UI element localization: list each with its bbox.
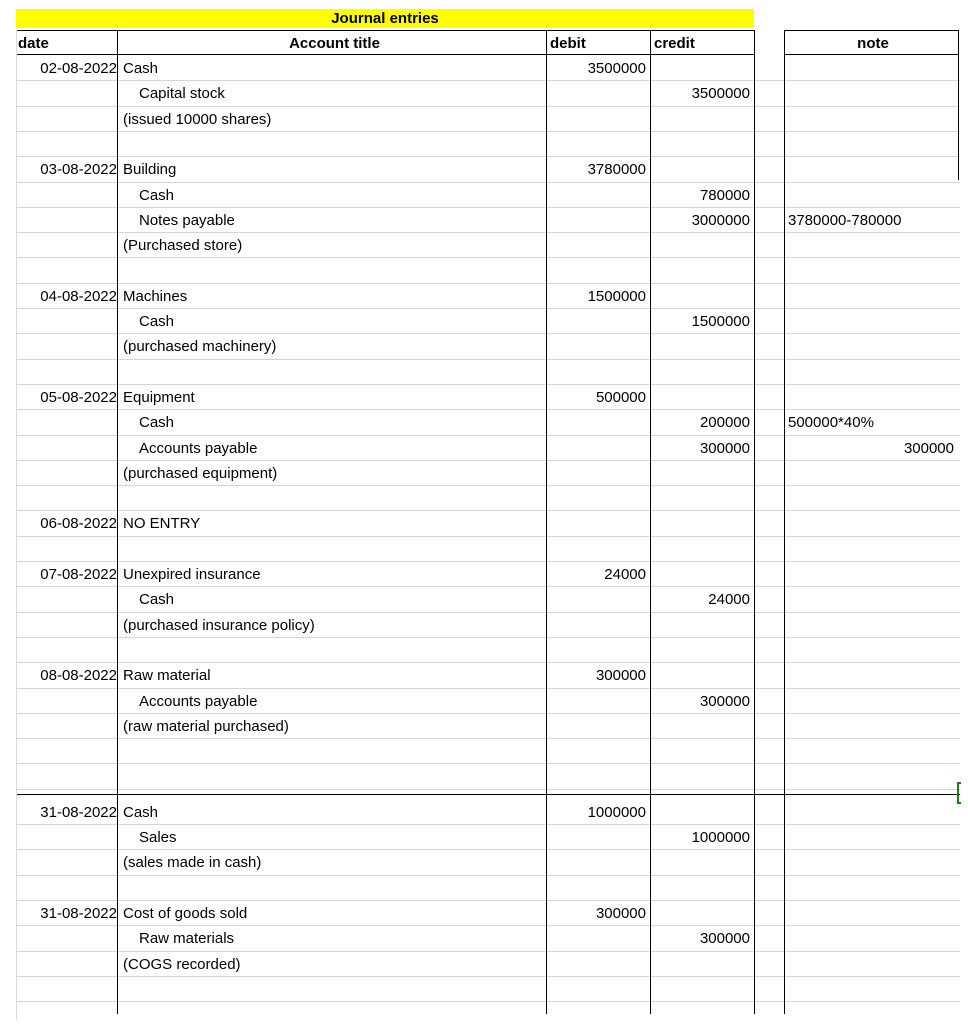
grid-line <box>16 384 960 385</box>
header-debit: debit <box>550 35 586 52</box>
grid-line <box>16 637 960 638</box>
date-cell[interactable]: 07-08-2022 <box>40 566 117 583</box>
debit-cell[interactable]: 300000 <box>595 904 646 922</box>
grid-line <box>117 30 118 1014</box>
debit-cell[interactable]: 3780000 <box>587 161 646 179</box>
account-title-cell[interactable]: Raw materials <box>139 930 235 948</box>
grid-line <box>16 794 960 795</box>
debit-cell[interactable]: 500000 <box>595 388 646 406</box>
grid-line <box>16 485 960 486</box>
grid-line <box>16 435 960 436</box>
header-date: date <box>18 35 49 52</box>
debit-cell[interactable]: 1000000 <box>587 803 646 821</box>
grid-line <box>958 30 959 180</box>
grid-line <box>16 207 960 208</box>
date-cell[interactable]: 05-08-2022 <box>40 388 117 406</box>
date-cell[interactable]: 04-08-2022 <box>40 287 117 305</box>
account-title-cell[interactable]: (purchased equipment) <box>123 464 278 482</box>
date-cell[interactable]: 31-08-2022 <box>40 904 117 922</box>
credit-cell[interactable]: 1500000 <box>691 313 750 330</box>
account-title-cell[interactable]: NO ENTRY <box>123 515 201 533</box>
account-title-cell[interactable]: Cash <box>139 591 175 609</box>
grid-line <box>16 738 960 739</box>
account-title-cell[interactable]: Machines <box>123 287 188 305</box>
grid-line <box>16 54 754 55</box>
grid-line <box>16 333 960 334</box>
note-cell[interactable]: 500000*40% <box>788 414 874 432</box>
active-cell-cursor[interactable] <box>957 782 961 804</box>
grid-line <box>784 30 958 31</box>
account-title-cell[interactable]: Sales <box>139 829 177 846</box>
account-title-cell[interactable]: (COGS recorded) <box>123 955 241 973</box>
credit-cell[interactable]: 300000 <box>699 439 750 457</box>
account-title-cell[interactable]: Cash <box>139 186 175 204</box>
account-title-cell[interactable]: Equipment <box>123 388 195 406</box>
grid-line <box>16 849 960 850</box>
credit-cell[interactable]: 3000000 <box>691 211 750 229</box>
account-title-cell[interactable]: Cash <box>139 414 175 432</box>
grid-line <box>16 789 960 790</box>
account-title-cell[interactable]: Building <box>123 161 177 179</box>
credit-cell[interactable]: 3500000 <box>691 85 750 103</box>
account-title-cell[interactable]: Cash <box>139 313 175 330</box>
credit-cell[interactable]: 24000 <box>708 591 750 609</box>
account-title-cell[interactable]: (issued 10000 shares) <box>123 110 272 128</box>
journal-title: Journal entries <box>16 9 754 28</box>
debit-cell[interactable]: 24000 <box>604 566 646 583</box>
grid-line <box>16 460 960 461</box>
grid-line <box>16 763 960 764</box>
grid-line <box>16 232 960 233</box>
grid-line <box>650 30 651 1014</box>
date-cell[interactable]: 31-08-2022 <box>40 803 117 821</box>
grid-line <box>16 612 960 613</box>
grid-line <box>16 80 960 81</box>
account-title-cell[interactable]: Capital stock <box>139 85 225 103</box>
grid-line <box>16 308 960 309</box>
credit-cell[interactable]: 300000 <box>699 930 750 948</box>
account-title-cell[interactable]: (sales made in cash) <box>123 854 262 872</box>
account-title-cell[interactable]: Cost of goods sold <box>123 904 248 922</box>
account-title-cell[interactable]: (raw material purchased) <box>123 717 289 735</box>
grid-line <box>16 561 960 562</box>
grid-line <box>16 925 960 926</box>
grid-line <box>16 156 960 157</box>
grid-line <box>16 951 960 952</box>
credit-cell[interactable]: 780000 <box>699 186 750 204</box>
header-account-title: Account title <box>289 35 380 52</box>
grid-line <box>16 900 960 901</box>
grid-line <box>16 875 960 876</box>
date-cell[interactable]: 08-08-2022 <box>40 667 117 685</box>
date-cell[interactable]: 06-08-2022 <box>40 515 117 533</box>
grid-line <box>16 824 960 825</box>
grid-line <box>546 30 547 1014</box>
grid-line <box>784 30 785 1014</box>
account-title-cell[interactable]: Unexpired insurance <box>123 566 261 583</box>
date-cell[interactable]: 03-08-2022 <box>40 161 117 179</box>
grid-line <box>16 536 960 537</box>
note-cell[interactable]: 300000 <box>903 439 954 457</box>
debit-cell[interactable]: 300000 <box>595 667 646 685</box>
account-title-cell[interactable]: Accounts payable <box>139 439 258 457</box>
account-title-cell[interactable]: (Purchased store) <box>123 237 243 255</box>
account-title-cell[interactable]: Cash <box>123 803 159 821</box>
grid-line <box>16 713 960 714</box>
grid-line <box>16 662 960 663</box>
account-title-cell[interactable]: Accounts payable <box>139 692 258 710</box>
debit-cell[interactable]: 1500000 <box>587 287 646 305</box>
credit-cell[interactable]: 200000 <box>699 414 750 432</box>
debit-cell[interactable]: 3500000 <box>587 60 646 77</box>
header-credit: credit <box>654 35 695 52</box>
grid-line <box>16 510 960 511</box>
date-cell[interactable]: 02-08-2022 <box>40 60 117 77</box>
account-title-cell[interactable]: Raw material <box>123 667 211 685</box>
grid-line <box>16 586 960 587</box>
credit-cell[interactable]: 300000 <box>699 692 750 710</box>
grid-line <box>16 131 960 132</box>
grid-line <box>16 688 960 689</box>
grid-line <box>16 182 960 183</box>
grid-line <box>16 283 960 284</box>
grid-line <box>16 976 960 977</box>
grid-line <box>754 30 755 1014</box>
grid-line <box>784 54 958 55</box>
grid-line <box>16 30 754 31</box>
account-title-cell[interactable]: Notes payable <box>139 211 235 229</box>
grid-line <box>16 409 960 410</box>
account-title-cell[interactable]: (purchased insurance policy) <box>123 616 315 634</box>
grid-line <box>16 1001 960 1002</box>
note-cell[interactable]: 3780000-780000 <box>788 211 902 229</box>
credit-cell[interactable]: 1000000 <box>691 829 750 846</box>
grid-line <box>16 106 960 107</box>
account-title-cell[interactable]: (purchased machinery) <box>123 338 277 356</box>
account-title-cell[interactable]: Cash <box>123 60 159 77</box>
grid-line <box>16 257 960 258</box>
grid-line <box>16 359 960 360</box>
header-note: note <box>857 35 889 52</box>
